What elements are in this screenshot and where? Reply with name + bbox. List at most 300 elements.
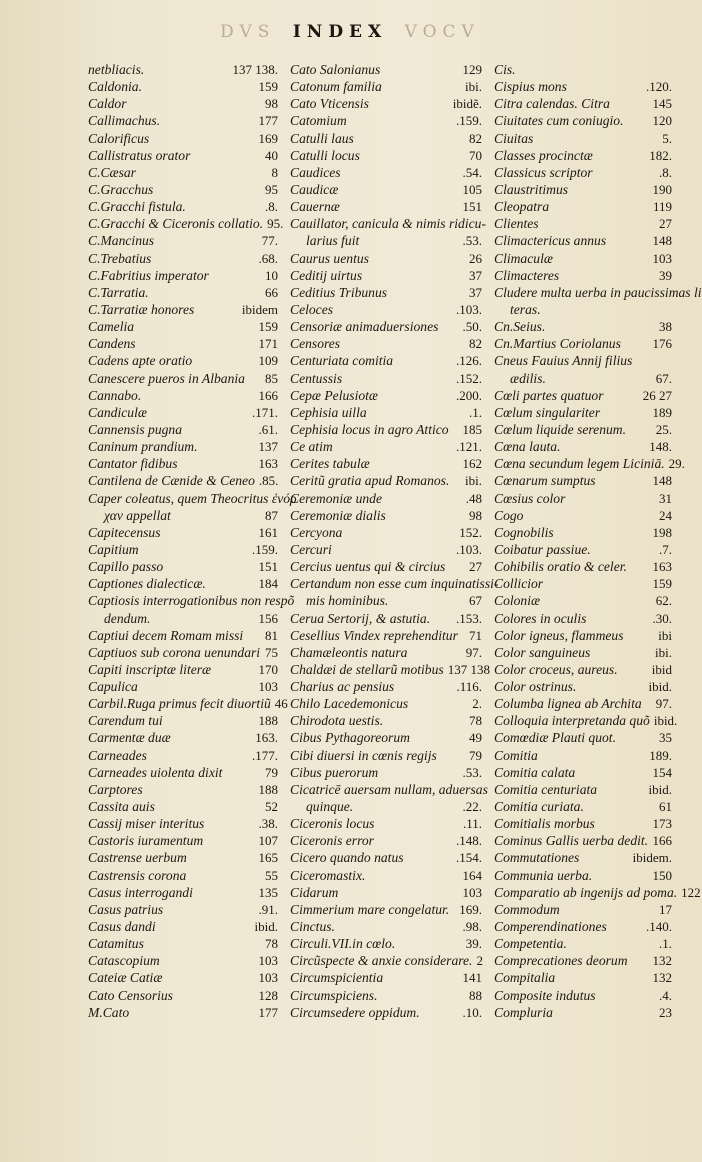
entry-page-ref: 78 <box>469 713 482 729</box>
entry-page-ref: .11. <box>462 816 482 832</box>
entry-term: Comitia centuriata <box>494 781 598 797</box>
entry-term: Captiosis interrogationibus non respõ <box>88 593 295 609</box>
entry-page-ref: 24 <box>659 507 672 523</box>
entry-page-ref: .159. <box>456 113 482 129</box>
entry-term: Castoris iuramentum <box>88 833 204 849</box>
entry-term: Candens <box>88 336 136 352</box>
index-entry <box>494 370 672 387</box>
entry-term: Catomium <box>290 113 347 129</box>
index-entry <box>88 644 278 661</box>
entry-page-ref: .1. <box>659 936 672 952</box>
index-entry <box>494 969 672 986</box>
entry-term: Comitialis morbus <box>494 816 595 832</box>
entry-page-ref: 188 <box>258 781 278 797</box>
index-entry <box>494 130 672 147</box>
entry-page-ref: 177 <box>258 1004 278 1020</box>
index-entry <box>494 198 672 215</box>
entry-page-ref: 26 27 <box>642 387 672 403</box>
index-entry <box>88 987 278 1004</box>
entry-term: Cibus Pythagoreorum <box>290 730 410 746</box>
index-entry <box>494 575 672 592</box>
entry-page-ref: .22. <box>462 799 482 815</box>
index-entry <box>290 747 482 764</box>
entry-term: Color sanguineus <box>494 644 591 660</box>
index-entry <box>88 95 278 112</box>
entry-term: Cn.Martius Coriolanus <box>494 336 621 352</box>
entry-term: Catonum familia <box>290 79 382 95</box>
index-entry <box>290 95 482 112</box>
index-entry <box>494 695 672 712</box>
entry-term: C.Gracchus <box>88 181 154 197</box>
entry-term: Cauernæ <box>290 199 340 215</box>
entry-page-ref: 81 <box>265 627 278 643</box>
entry-page-ref: 171 <box>258 336 278 352</box>
entry-page-ref: 137 138 <box>447 661 490 677</box>
index-entry <box>290 678 482 695</box>
entry-page-ref: 39 <box>659 267 672 283</box>
index-entry <box>290 798 482 815</box>
entry-page-ref: .154. <box>456 850 482 866</box>
entry-page-ref: 105 <box>462 181 482 197</box>
index-entry <box>290 147 482 164</box>
index-entry <box>290 575 499 592</box>
entry-term: Chirodota uestis. <box>290 713 384 729</box>
index-entry <box>494 644 672 661</box>
index-entry <box>290 61 482 78</box>
entry-page-ref: 27 <box>659 216 672 232</box>
index-entry <box>494 267 672 284</box>
entry-term: Communia uerba. <box>494 867 593 883</box>
entry-page-ref: 163 <box>258 456 278 472</box>
entry-page-ref: 2 <box>476 953 483 969</box>
index-entry <box>494 250 672 267</box>
entry-term: Cibus puerorum <box>290 764 379 780</box>
entry-term: M.Cato <box>88 1004 130 1020</box>
index-entry <box>88 232 278 249</box>
entry-page-ref: 98 <box>469 507 482 523</box>
entry-page-ref: .98. <box>462 919 482 935</box>
entry-term: Catulli laus <box>290 130 354 146</box>
entry-page-ref: 159 <box>652 576 672 592</box>
entry-page-ref: 17 <box>659 901 672 917</box>
entry-term: Cannensis pugna <box>88 421 183 437</box>
entry-term: Cohibilis oratio & celer. <box>494 559 627 575</box>
entry-page-ref: 184 <box>258 576 278 592</box>
entry-term: Censores <box>290 336 341 352</box>
entry-page-ref: 137 138. <box>232 62 278 77</box>
entry-term: Comprecationes deorum <box>494 953 628 969</box>
entry-term: Cateiæ Catiæ <box>88 970 163 986</box>
index-entry <box>290 352 482 369</box>
entry-term: Cerites tabulæ <box>290 456 370 472</box>
entry-term: Cannabo. <box>88 387 142 403</box>
entry-term: Comitia <box>494 747 538 763</box>
entry-page-ref: 103 <box>462 884 482 900</box>
entry-term: Capiti inscriptæ literæ <box>88 661 212 677</box>
entry-page-ref: 79 <box>265 764 278 780</box>
index-entry <box>494 95 672 112</box>
index-entry <box>290 815 482 832</box>
index-entry <box>290 524 482 541</box>
entry-page-ref: 148 <box>652 233 672 249</box>
index-entry <box>88 301 278 318</box>
entry-term: Cibi diuersi in cœnis regijs <box>290 747 437 763</box>
entry-term: Carneades <box>88 747 147 763</box>
entry-page-ref: .177. <box>252 747 278 763</box>
index-entry <box>290 472 482 489</box>
entry-term: Charius ac pensius <box>290 679 395 695</box>
entry-term: teras. <box>510 301 541 317</box>
entry-term: Ciuitas <box>494 130 534 146</box>
entry-page-ref: .171. <box>252 404 278 420</box>
entry-page-ref: 135 <box>258 884 278 900</box>
entry-page-ref: .8. <box>659 164 672 180</box>
entry-page-ref: 85 <box>265 370 278 386</box>
index-entry <box>290 318 482 335</box>
entry-term: Cœlum liquide serenum. <box>494 421 627 437</box>
entry-term: C.Tarratiæ honores <box>88 301 195 317</box>
index-entry <box>290 370 482 387</box>
entry-page-ref: 97. <box>465 644 482 660</box>
entry-page-ref: 173 <box>652 816 672 832</box>
index-entry <box>290 592 482 609</box>
entry-page-ref: ibidem <box>241 301 278 317</box>
index-entry <box>88 284 278 301</box>
entry-page-ref: 164 <box>462 867 482 883</box>
entry-page-ref: 82 <box>469 336 482 352</box>
entry-term: Classicus scriptor <box>494 164 593 180</box>
entry-page-ref: 103 <box>258 679 278 695</box>
index-column-2 <box>290 61 499 1021</box>
index-entry <box>88 112 278 129</box>
index-entry <box>88 815 278 832</box>
entry-term: Calorificus <box>88 130 150 146</box>
entry-term: Ciceronis error <box>290 833 374 849</box>
entry-page-ref: 188 <box>258 713 278 729</box>
entry-term: Cephisia uilla <box>290 404 367 420</box>
entry-page-ref: 159 <box>258 319 278 335</box>
entry-term: Centussis <box>290 370 343 386</box>
entry-term: Comitia curiata. <box>494 799 584 815</box>
entry-term: Castrensis corona <box>88 867 187 883</box>
page-header <box>0 22 700 42</box>
entry-term: Circumspicientia <box>290 970 384 986</box>
entry-page-ref: 29. <box>668 456 685 472</box>
index-entry <box>494 918 672 935</box>
entry-term: Cato Censorius <box>88 987 173 1003</box>
index-entry <box>290 644 482 661</box>
entry-page-ref: 27 <box>469 559 482 575</box>
entry-term: Comœdiæ Plauti quot. <box>494 730 616 746</box>
entry-page-ref: 31 <box>659 490 672 506</box>
entry-page-ref: 46 <box>274 696 288 712</box>
index-entry <box>88 78 278 95</box>
index-entry <box>88 575 278 592</box>
index-entry <box>88 627 278 644</box>
index-entry <box>290 729 482 746</box>
entry-term: Cœna secundum legem Liciniā. <box>494 456 665 472</box>
entry-page-ref: 77. <box>261 233 278 249</box>
entry-page-ref: 95. <box>267 216 284 232</box>
entry-term: Cleopatra <box>494 199 550 215</box>
entry-term: Ciceromastix. <box>290 867 366 883</box>
index-entry <box>494 678 672 695</box>
entry-page-ref: 103 <box>258 953 278 969</box>
entry-page-ref: 103 <box>652 250 672 266</box>
entry-page-ref: 119 <box>652 199 672 215</box>
entry-page-ref: 26 <box>469 250 482 266</box>
entry-page-ref: 148 <box>652 473 672 489</box>
index-entry <box>290 130 482 147</box>
index-entry <box>494 215 672 232</box>
index-entry <box>494 798 672 815</box>
index-entry <box>88 490 297 507</box>
index-entry <box>290 421 482 438</box>
entry-page-ref: ibi. <box>655 644 672 660</box>
entry-page-ref: .91. <box>258 901 278 917</box>
index-entry <box>290 112 482 129</box>
entry-page-ref: 40 <box>265 147 278 163</box>
entry-term: Cœnarum sumptus <box>494 473 596 489</box>
entry-page-ref: 67 <box>469 593 482 609</box>
index-entry <box>88 867 278 884</box>
entry-page-ref: 87 <box>265 507 278 523</box>
entry-term: Caldonia. <box>88 79 143 95</box>
entry-term: Casus interrogandi <box>88 884 193 900</box>
entry-page-ref: 132 <box>652 953 672 969</box>
index-entry <box>88 712 278 729</box>
entry-page-ref: 166 <box>258 387 278 403</box>
index-entry <box>290 901 482 918</box>
entry-page-ref: .126. <box>456 353 482 369</box>
entry-page-ref: 150 <box>652 867 672 883</box>
index-entry <box>494 181 672 198</box>
index-entry <box>88 507 278 524</box>
entry-term: Color igneus, flammeus <box>494 627 624 643</box>
entry-page-ref: 189. <box>649 747 672 763</box>
index-entry <box>494 815 672 832</box>
index-entry <box>290 1004 482 1021</box>
index-entry <box>88 781 278 798</box>
index-entry <box>494 747 672 764</box>
entry-term: Catascopium <box>88 953 160 969</box>
entry-term: Cerua Sertorij, & astutia. <box>290 610 431 626</box>
index-entry <box>88 952 278 969</box>
entry-page-ref: .200. <box>456 387 482 403</box>
entry-page-ref: 67. <box>655 370 672 386</box>
entry-page-ref: 176 <box>652 336 672 352</box>
entry-term: Climactericus annus <box>494 233 607 249</box>
index-entry <box>88 164 278 181</box>
entry-page-ref: .103. <box>456 301 482 317</box>
index-entry <box>290 627 482 644</box>
entry-page-ref: 25. <box>655 421 672 437</box>
entry-page-ref: 55 <box>265 867 278 883</box>
entry-term: Carbil.Ruga primus fecit diuortiũ <box>88 696 271 712</box>
index-entry <box>88 935 278 952</box>
entry-page-ref: ibi. <box>465 79 482 95</box>
entry-term: dendum. <box>104 610 151 626</box>
entry-page-ref: ibi <box>658 627 672 643</box>
entry-term: Celoces <box>290 301 334 317</box>
entry-term: Canescere pueros in Albania <box>88 370 245 386</box>
index-entry <box>290 164 482 181</box>
entry-page-ref: .10. <box>462 1004 482 1020</box>
index-entry <box>494 404 672 421</box>
index-entry <box>88 901 278 918</box>
index-entry <box>494 729 672 746</box>
entry-term: Chaldæi de stellarũ motibus <box>290 661 444 677</box>
entry-term: Capitecensus <box>88 524 161 540</box>
index-entry <box>494 627 672 644</box>
entry-page-ref: 170 <box>258 661 278 677</box>
entry-page-ref: 37 <box>469 267 482 283</box>
entry-term: Cœna lauta. <box>494 439 561 455</box>
index-entry <box>88 181 278 198</box>
entry-page-ref: .48 <box>465 490 482 506</box>
entry-term: Colores in oculis <box>494 610 587 626</box>
entry-term: Ceritũ gratia apud Romanos. <box>290 473 450 489</box>
index-entry <box>494 78 672 95</box>
bleed-through-text-right: VOCV <box>404 22 480 42</box>
index-entry <box>494 849 672 866</box>
index-entry <box>88 335 278 352</box>
index-entry <box>88 592 295 609</box>
index-entry <box>290 764 482 781</box>
entry-term: Compluria <box>494 1004 553 1020</box>
entry-page-ref: 163. <box>255 730 278 746</box>
entry-term: Cneus Fauius Annij filius <box>494 353 633 369</box>
entry-page-ref: 8 <box>271 164 278 180</box>
entry-page-ref: 190 <box>652 181 672 197</box>
entry-term: Capillo passo <box>88 559 164 575</box>
index-entry <box>494 1004 672 1021</box>
index-entry <box>290 181 482 198</box>
index-entry <box>290 832 482 849</box>
entry-page-ref: 35 <box>659 730 672 746</box>
entry-page-ref: ibid. <box>648 679 672 695</box>
entry-term: Cantator fidibus <box>88 456 178 472</box>
entry-term: Chamæleontis natura <box>290 644 408 660</box>
entry-term: Censoriæ animaduersiones <box>290 319 439 335</box>
entry-page-ref: .152. <box>456 370 482 386</box>
entry-page-ref: 109 <box>258 353 278 369</box>
entry-page-ref: .68. <box>258 250 278 266</box>
entry-term: Castrense uerbum <box>88 850 187 866</box>
entry-term: Capitium <box>88 541 139 557</box>
entry-page-ref: 122 <box>681 884 701 900</box>
entry-term: Ciuitates cum coniugio. <box>494 113 624 129</box>
entry-page-ref: 166 <box>652 833 672 849</box>
index-entry <box>290 918 482 935</box>
entry-page-ref: 151 <box>462 199 482 215</box>
entry-page-ref: .61. <box>258 421 278 437</box>
index-entry <box>494 712 678 729</box>
index-entry <box>290 455 482 472</box>
entry-page-ref: 62. <box>655 593 672 609</box>
entry-term: Cœli partes quatuor <box>494 387 604 403</box>
entry-page-ref: 198 <box>652 524 672 540</box>
index-entry <box>88 352 278 369</box>
index-entry <box>88 524 278 541</box>
entry-page-ref: .153. <box>456 610 482 626</box>
entry-page-ref: .54. <box>462 164 482 180</box>
index-entry <box>88 558 278 575</box>
entry-term: Cœsius color <box>494 490 566 506</box>
entry-term: Certandum non esse cum inquinatissi- <box>290 576 499 592</box>
entry-page-ref: .50. <box>462 319 482 335</box>
index-entry <box>494 524 672 541</box>
index-entry <box>88 798 278 815</box>
index-entry <box>290 867 482 884</box>
index-entry <box>494 335 672 352</box>
index-entry <box>88 729 278 746</box>
index-entry <box>88 61 278 78</box>
index-entry <box>290 849 482 866</box>
index-entry <box>494 387 672 404</box>
index-entry <box>88 764 278 781</box>
entry-term: Ce atim <box>290 439 333 455</box>
index-entry <box>88 695 288 712</box>
entry-term: Capulica <box>88 679 138 695</box>
entry-term: Collicior <box>494 576 544 592</box>
entry-term: Camelia <box>88 319 135 335</box>
index-entry <box>494 935 672 952</box>
index-entry <box>290 541 482 558</box>
entry-term: Callistratus orator <box>88 147 191 163</box>
entry-term: Cantilena de Cænide & Ceneo <box>88 473 255 489</box>
entry-page-ref: 165 <box>258 850 278 866</box>
entry-term: Captiui decem Romam missi <box>88 627 244 643</box>
entry-page-ref: 128 <box>258 987 278 1003</box>
entry-term: Cassita auis <box>88 799 155 815</box>
entry-term: Columba lignea ab Archita <box>494 696 642 712</box>
entry-term: Candiculæ <box>88 404 147 420</box>
entry-term: Centuriata comitia <box>290 353 394 369</box>
entry-page-ref: 189 <box>652 404 672 420</box>
entry-term: Caninum prandium. <box>88 439 198 455</box>
entry-term: Cato Vticensis <box>290 96 369 112</box>
entry-term: Carendum tui <box>88 713 163 729</box>
entry-page-ref: 39. <box>465 936 482 952</box>
entry-term: Caudices <box>290 164 341 180</box>
index-entry <box>290 438 482 455</box>
entry-term: Clientes <box>494 216 539 232</box>
index-entry <box>290 232 482 249</box>
entry-term: Comitia calata <box>494 764 576 780</box>
entry-term: Cicatricē auersam nullam, aduersas <box>290 781 488 797</box>
entry-term: Cludere multa uerba in paucissimas li <box>494 284 702 300</box>
index-entry <box>494 987 672 1004</box>
index-entry <box>494 490 672 507</box>
index-entry <box>290 952 482 969</box>
index-entry <box>88 250 278 267</box>
index-entry <box>290 987 482 1004</box>
entry-page-ref: 177 <box>258 113 278 129</box>
index-entry <box>88 661 278 678</box>
index-entry <box>290 284 482 301</box>
index-entry <box>88 130 278 147</box>
index-entry <box>494 147 672 164</box>
entry-page-ref: 182. <box>649 147 672 163</box>
index-entry <box>88 370 278 387</box>
index-entry <box>290 387 482 404</box>
entry-page-ref: ibidẽ. <box>452 96 482 112</box>
entry-term: Circumsedere oppidum. <box>290 1004 420 1020</box>
entry-term: Coloniæ <box>494 593 541 609</box>
index-entry <box>290 969 482 986</box>
entry-page-ref: 156 <box>258 610 278 626</box>
